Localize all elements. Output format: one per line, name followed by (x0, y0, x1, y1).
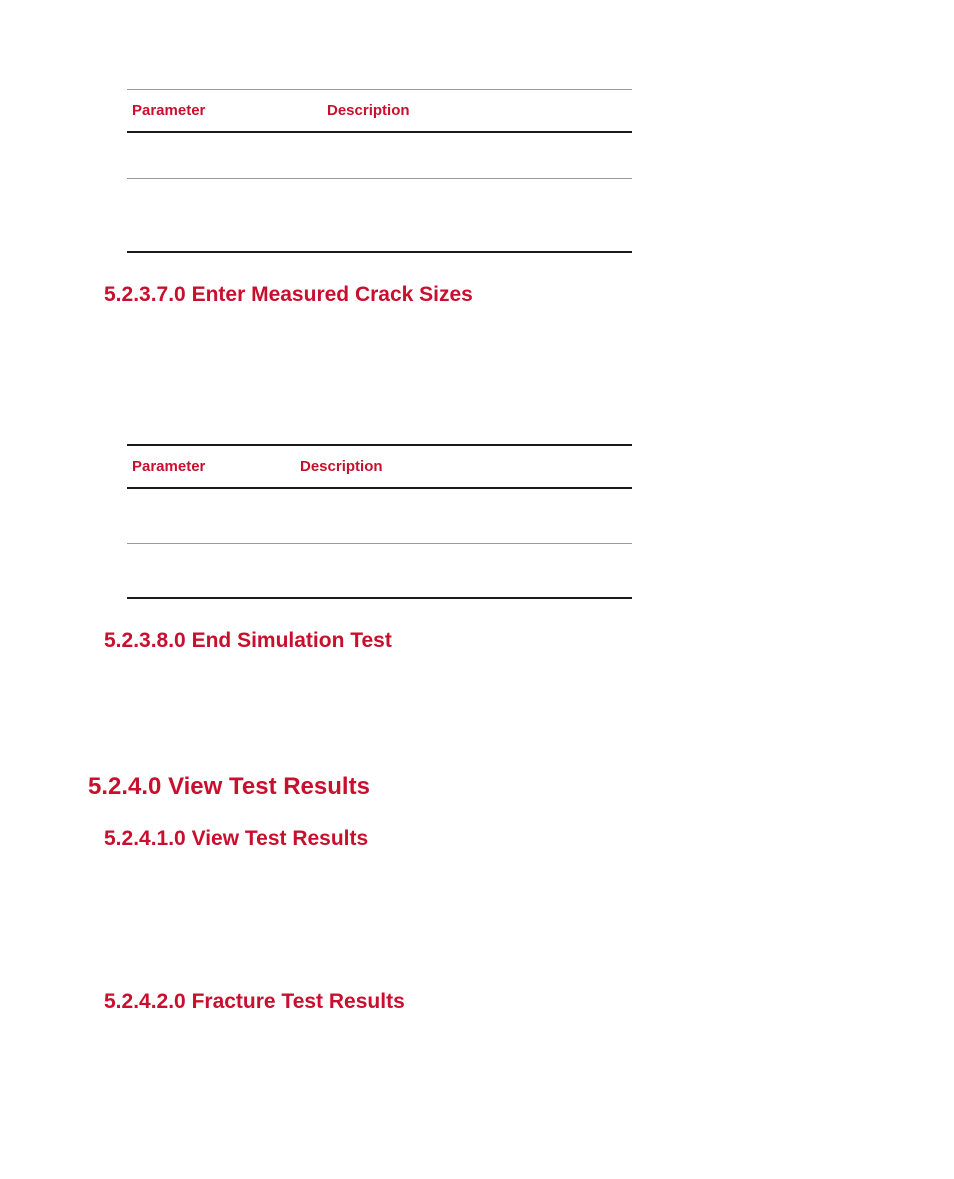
table-header-description: Description (300, 458, 383, 475)
table-top-rule (127, 89, 632, 90)
table-header-description: Description (327, 102, 410, 119)
section-heading-5-2-4: 5.2.4.0 View Test Results (88, 773, 370, 800)
table-row (127, 179, 632, 251)
table-row (127, 489, 632, 543)
table-top-rule (127, 444, 632, 446)
table-header-parameter: Parameter (132, 102, 206, 119)
section-heading-5-2-3-8: 5.2.3.8.0 End Simulation Test (104, 629, 392, 652)
section-heading-5-2-4-1: 5.2.4.1.0 View Test Results (104, 827, 369, 850)
section-heading-5-2-4-2: 5.2.4.2.0 Fracture Test Results (104, 990, 405, 1013)
table-header-parameter: Parameter (132, 458, 206, 475)
table-row (127, 133, 632, 178)
table-bottom-rule (127, 251, 632, 253)
table-bottom-rule (127, 597, 632, 599)
table-row (127, 544, 632, 598)
section-heading-5-2-3-7: 5.2.3.7.0 Enter Measured Crack Sizes (104, 283, 473, 306)
